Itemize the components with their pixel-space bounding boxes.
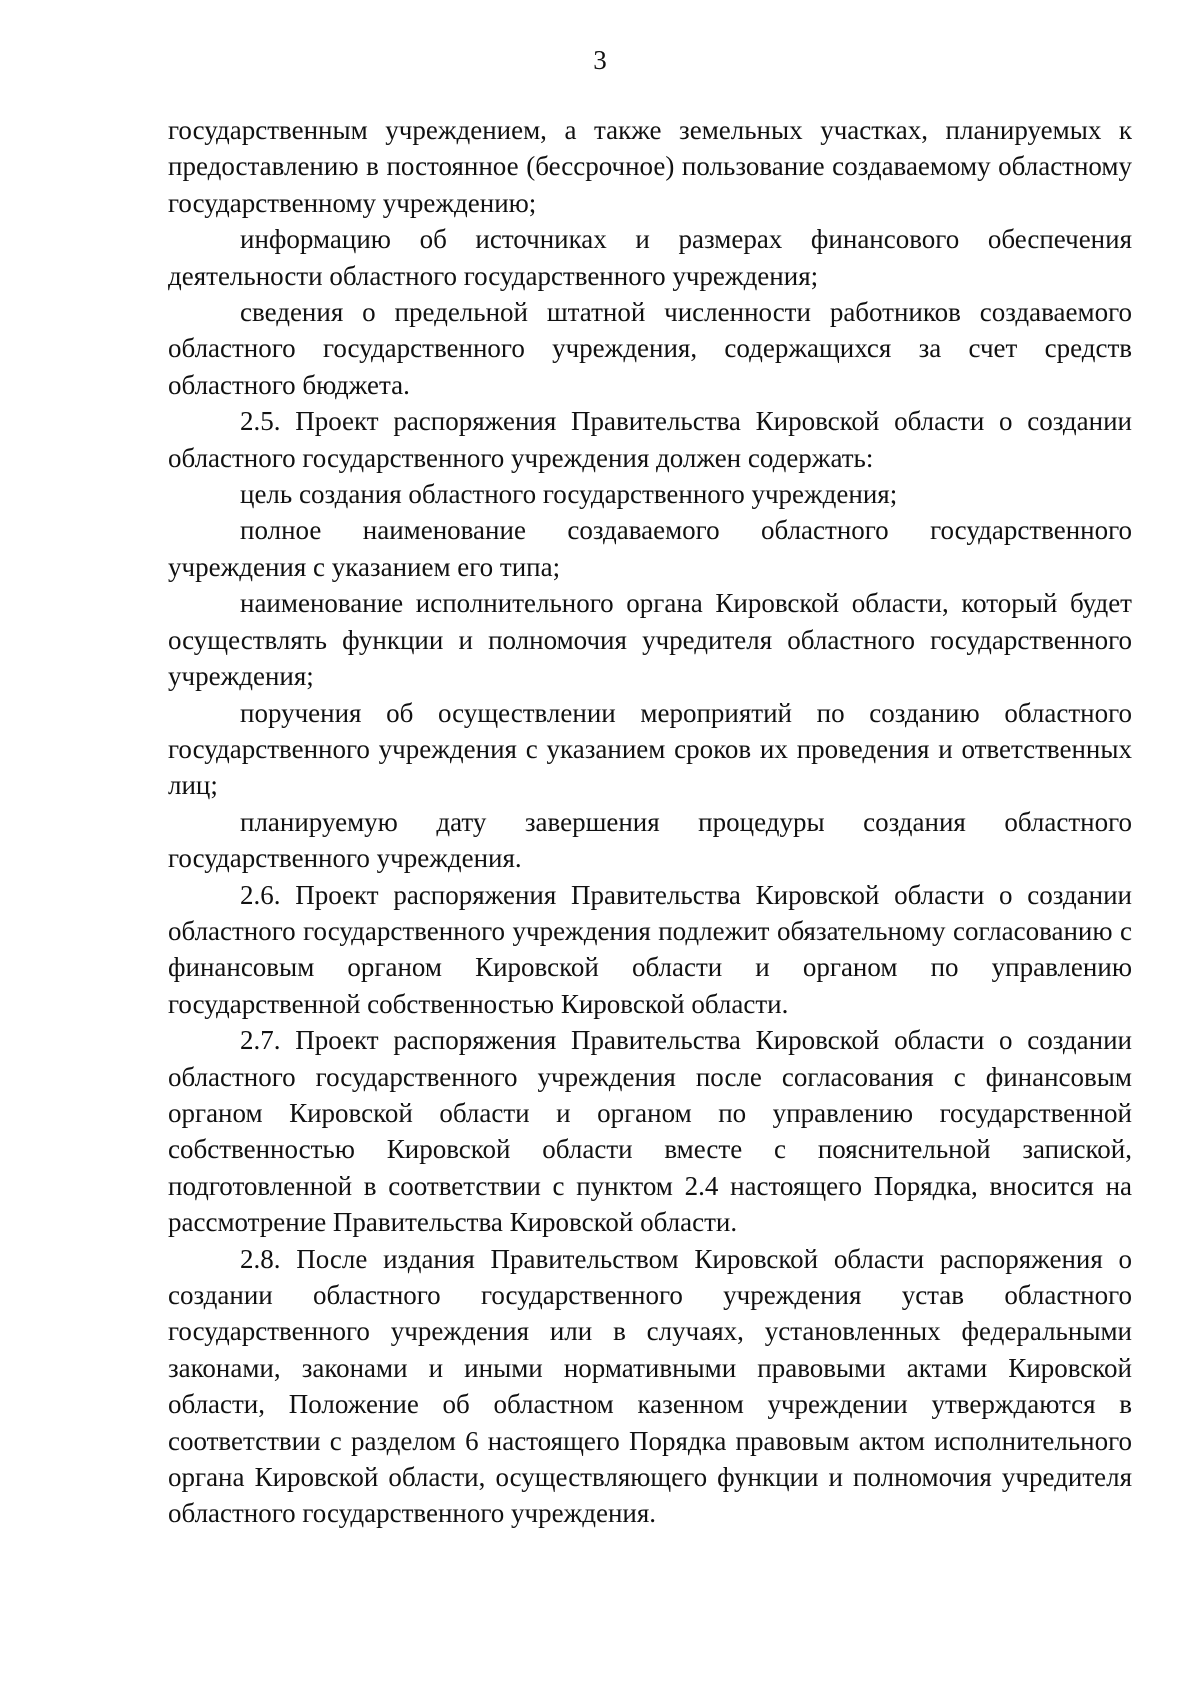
paragraph-completion-date: планируемую дату завершения процедуры создания областного государственного учреждения.	[168, 806, 1132, 874]
paragraph-purpose: цель создания областного государственного учреждения;	[240, 479, 898, 510]
paragraph-2-8: 2.8. После издания Правительством Кировской области распоряжения о создании областного государственного учреждения устав областного государственного учреждения или в случаях, установленных федеральными законами, законами и иными нормативными правовыми актами Кировской области, Положение об областном казенном учреждении утверждаются в соответствии с разделом 6 настоящего Порядка правовым актом исполнительного органа Кировской области, осуществляющего функции и полномочия учредителя областного государственного учреждения.	[168, 1243, 1132, 1529]
document-body	[168, 112, 1132, 1532]
paragraph-2-7: 2.7. Проект распоряжения Правительства Кировской области о создании областного государственного учреждения после согласования с финансовым органом Кировской области и органом по управлению государственной собственностью Кировской области вместе с пояснительной запиской, подготовленной в соответствии с пунктом 2.4 настоящего Порядка, вносится на рассмотрение Правительства Кировской области.	[168, 1025, 1132, 1238]
paragraph-continuation: государственным учреждением, а также земельных участках, планируемых к предоставлению в постоянное (бессрочное) пользование создаваемому областному государственному учреждению;	[168, 115, 1132, 218]
paragraph-2-5: 2.5. Проект распоряжения Правительства Кировской области о создании областного государственного учреждения должен содержать:	[168, 406, 1132, 473]
page-number: 3	[593, 45, 607, 75]
paragraph-2-6: 2.6. Проект распоряжения Правительства Кировской области о создании областного государственного учреждения подлежит обязательному согласованию с финансовым органом Кировской области и органом по управлению государственной собственностью Кировской области.	[168, 879, 1132, 1019]
paragraph-executive-body: наименование исполнительного органа Кировской области, который будет осуществлять функции и полномочия учредителя областного государственного учреждения;	[168, 588, 1132, 692]
paragraph-instructions: поручения об осуществлении мероприятий по созданию областного государственного учреждения с указанием сроков их проведения и ответственных лиц;	[168, 697, 1132, 801]
paragraph-financing-info: информацию об источниках и размерах финансового обеспечения деятельности областного государственного учреждения;	[168, 224, 1132, 291]
paragraph-full-name: полное наименование создаваемого областного государственного учреждения с указанием его типа;	[168, 515, 1132, 582]
paragraph-staff-info: сведения о предельной штатной численности работников создаваемого областного государственного учреждения, содержащихся за счет средств областного бюджета.	[168, 297, 1132, 400]
